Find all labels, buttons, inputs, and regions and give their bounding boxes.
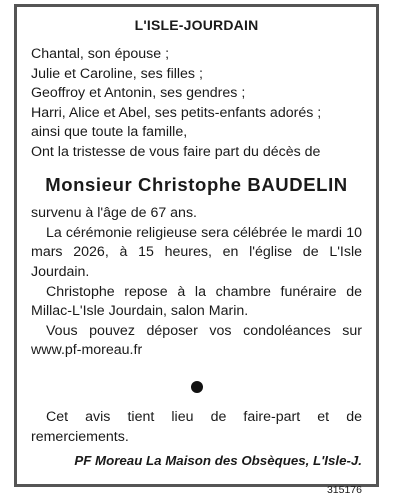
bullet-separator [191, 381, 203, 393]
family-line: ainsi que toute la famille, [31, 124, 188, 141]
ceremony-text: La cérémonie religieuse sera célébrée le mardi 10 mars 2026, à 15 heures, en l'église de L'Isle Jourdain. [31, 224, 362, 280]
family-line: Harri, Alice et Abel, ses petits-enfants adorés ; [31, 104, 322, 121]
family-line: Ont la tristesse de vous faire part du décès de [31, 143, 321, 160]
family-line: Geoffroy et Antonin, ses gendres ; [31, 85, 246, 102]
deceased-name: Monsieur Christophe BAUDELIN [45, 173, 348, 195]
obituary-notice [14, 4, 379, 496]
notice-body [31, 45, 362, 500]
notice-heading: L'ISLE-JOURDAIN [134, 17, 259, 33]
closing-text: Cet avis tient lieu de faire-part et de remerciements. [31, 408, 362, 445]
condolences-text: Vous pouvez déposer vos condoléances sur www.pf-moreau.fr [31, 322, 362, 359]
rest-text: Christophe repose à la chambre funéraire de Millac-L'Isle Jourdain, salon Marin. [31, 283, 362, 320]
family-line: Chantal, son épouse ; [31, 46, 170, 62]
reference-number: 315176 [326, 483, 362, 496]
family-line: Julie et Caroline, ses filles ; [31, 65, 203, 82]
funeral-home-signature: PF Moreau La Maison des Obsèques, L'Isle-J. [74, 453, 362, 469]
age-text: survenu à l'âge de 67 ans. [31, 205, 197, 222]
